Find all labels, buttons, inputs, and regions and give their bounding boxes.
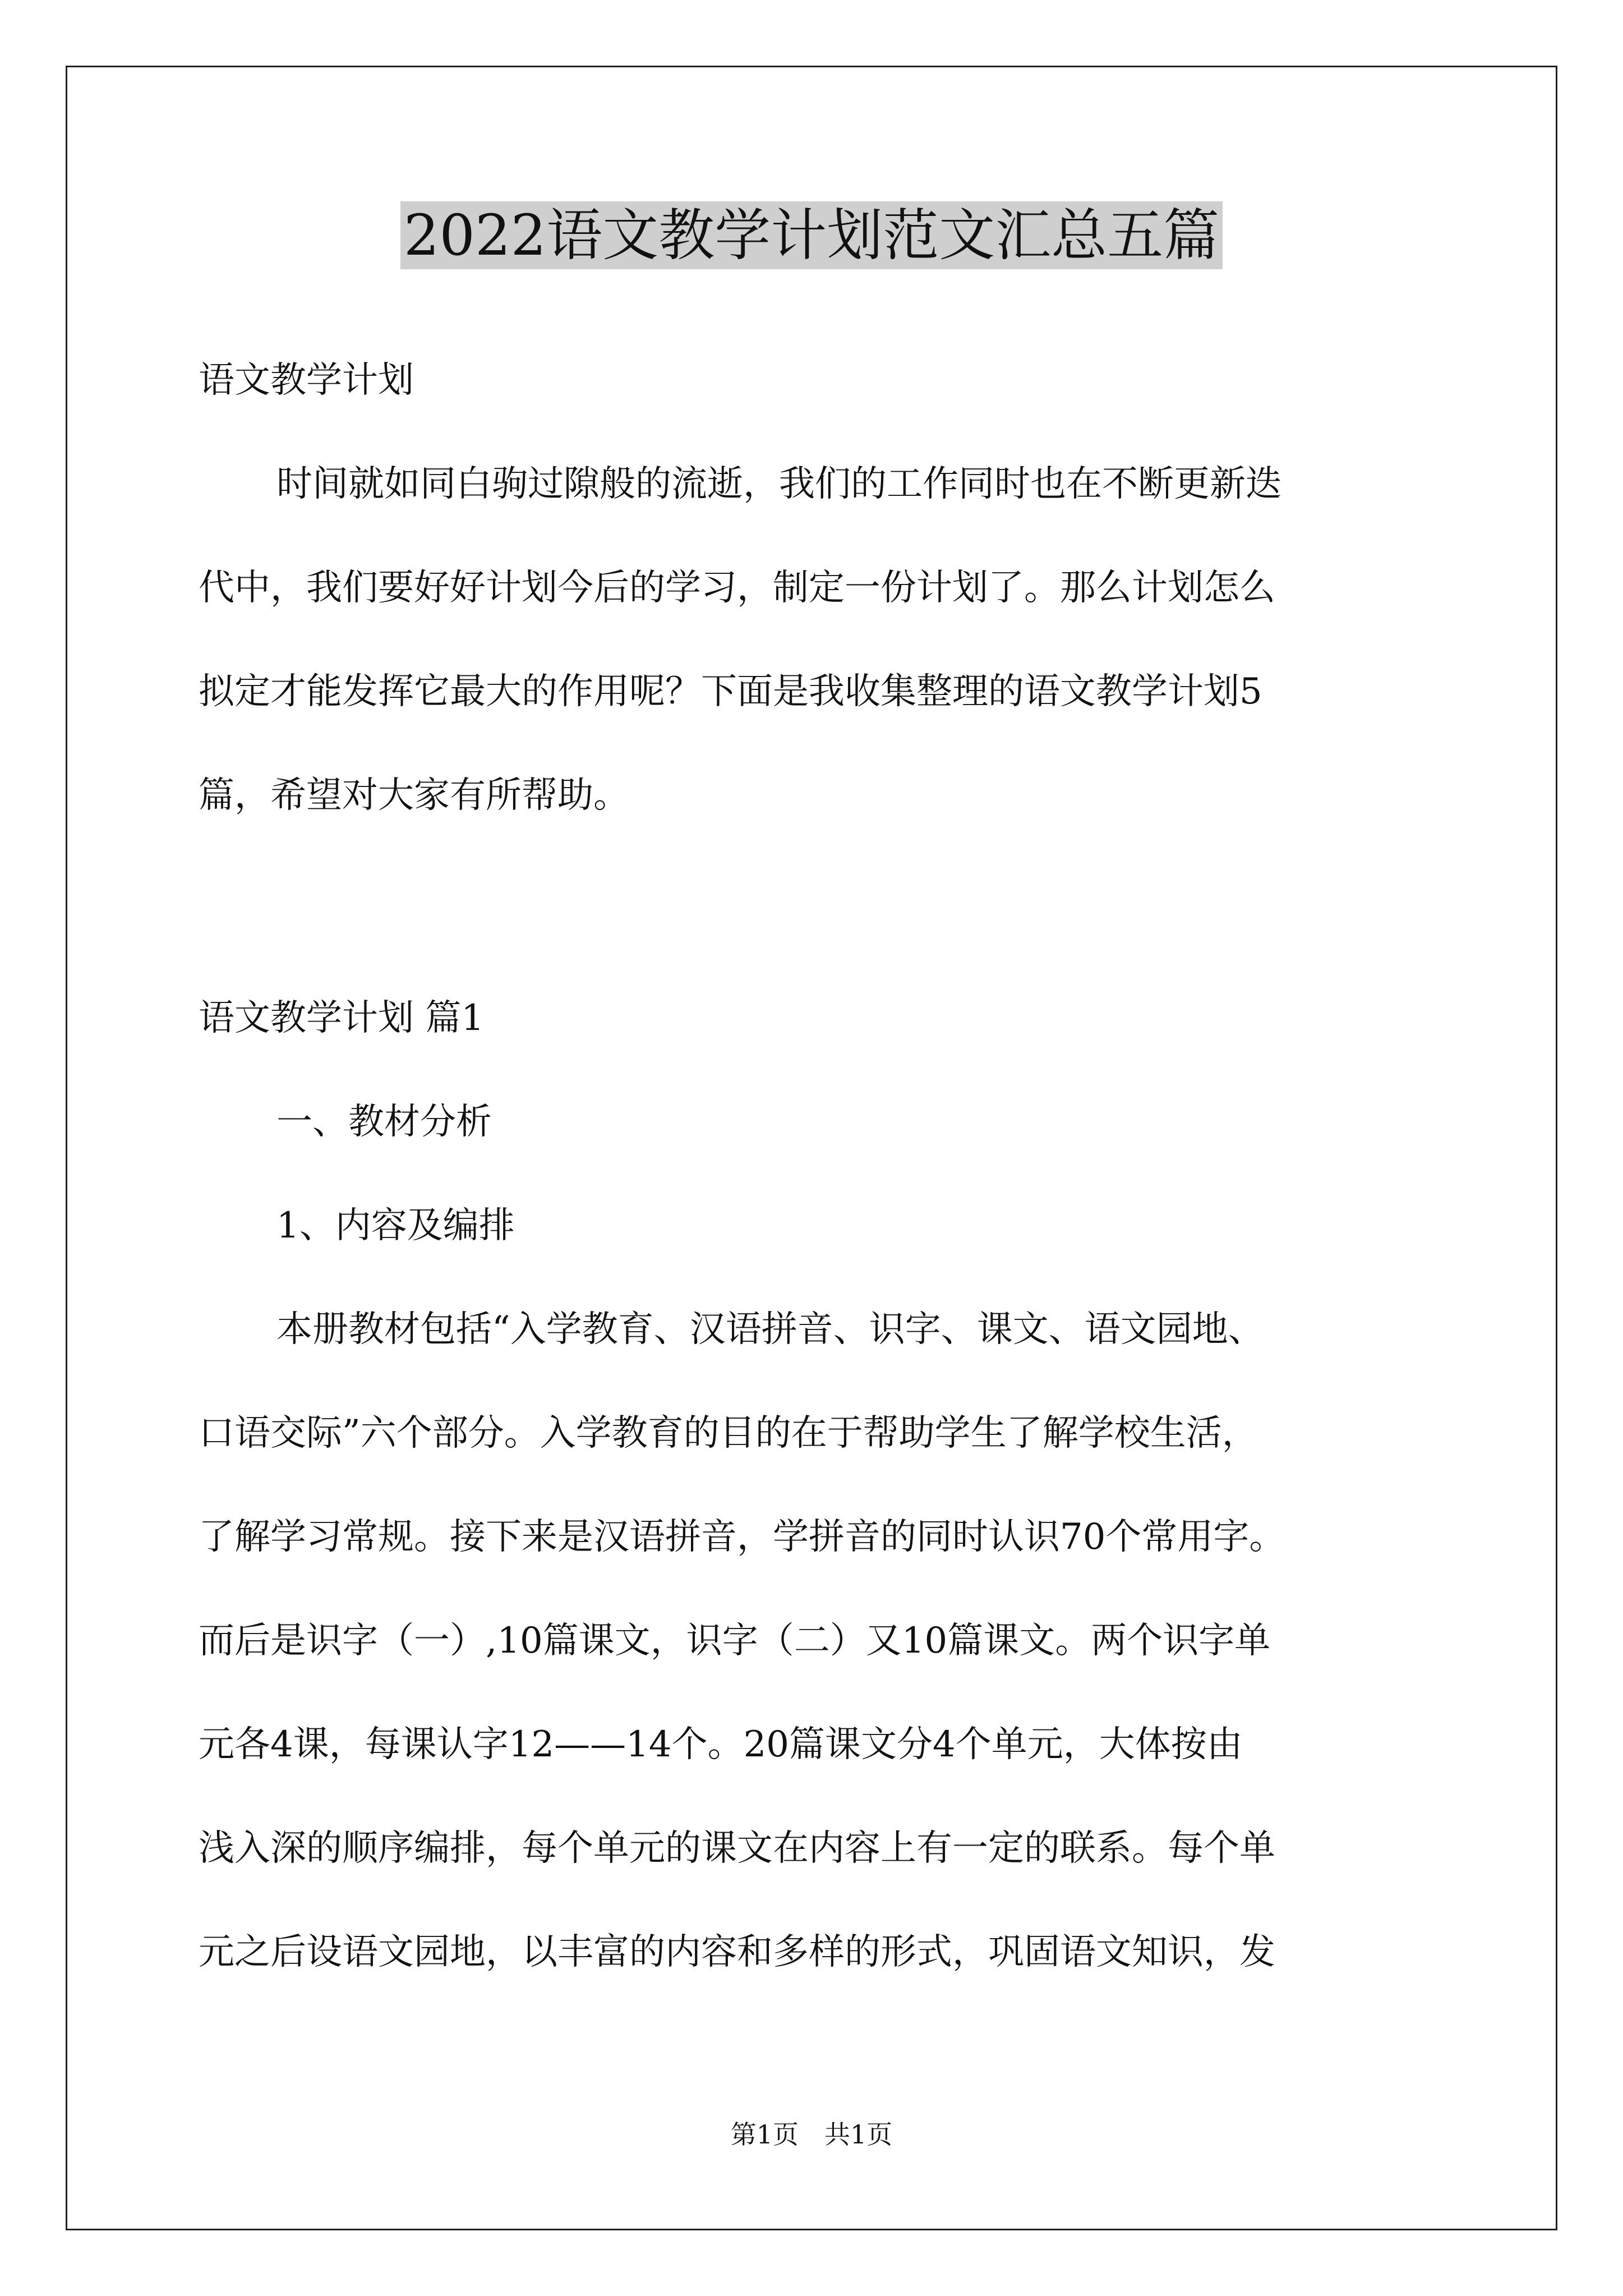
document-title bbox=[0, 196, 1623, 275]
body-line: 而后是识字（一）,10篇课文，识字（二）又10篇课文。两个识字单 bbox=[199, 1620, 1271, 1662]
document-title-text: 2022语文教学计划范文汇总五篇 bbox=[400, 201, 1223, 269]
page-footer: 第1页 共1页 bbox=[730, 2119, 893, 2150]
intro-line: 篇，希望对大家有所帮助。 bbox=[199, 775, 629, 816]
subheading-teaching-material-analysis: 一、教材分析 bbox=[276, 1101, 492, 1143]
part-heading: 语文教学计划 篇1 bbox=[199, 997, 485, 1039]
section-heading: 语文教学计划 bbox=[199, 360, 414, 401]
body-line: 浅入深的顺序编排，每个单元的课文在内容上有一定的联系。每个单 bbox=[199, 1828, 1275, 1869]
intro-line: 时间就如同白驹过隙般的流逝，我们的工作同时也在不断更新迭 bbox=[276, 463, 1281, 505]
body-line: 元之后设语文园地，以丰富的内容和多样的形式，巩固语文知识，发 bbox=[199, 1931, 1275, 1973]
intro-line: 拟定才能发挥它最大的作用呢？下面是我收集整理的语文教学计划5 bbox=[199, 671, 1262, 712]
body-line: 本册教材包括“入学教育、汉语拼音、识字、课文、语文园地、 bbox=[276, 1309, 1264, 1350]
body-line: 元各4课，每课认字12——14个。20篇课文分4个单元，大体按由 bbox=[199, 1724, 1243, 1765]
subheading-content-arrangement: 1、内容及编排 bbox=[276, 1205, 515, 1246]
body-line: 口语交际”六个部分。入学教育的目的在于帮助学生了解学校生活， bbox=[199, 1412, 1258, 1454]
body-line: 了解学习常规。接下来是汉语拼音，学拼音的同时认识70个常用字。 bbox=[199, 1516, 1285, 1558]
intro-line: 代中，我们要好好计划今后的学习，制定一份计划了。那么计划怎么 bbox=[199, 567, 1275, 609]
